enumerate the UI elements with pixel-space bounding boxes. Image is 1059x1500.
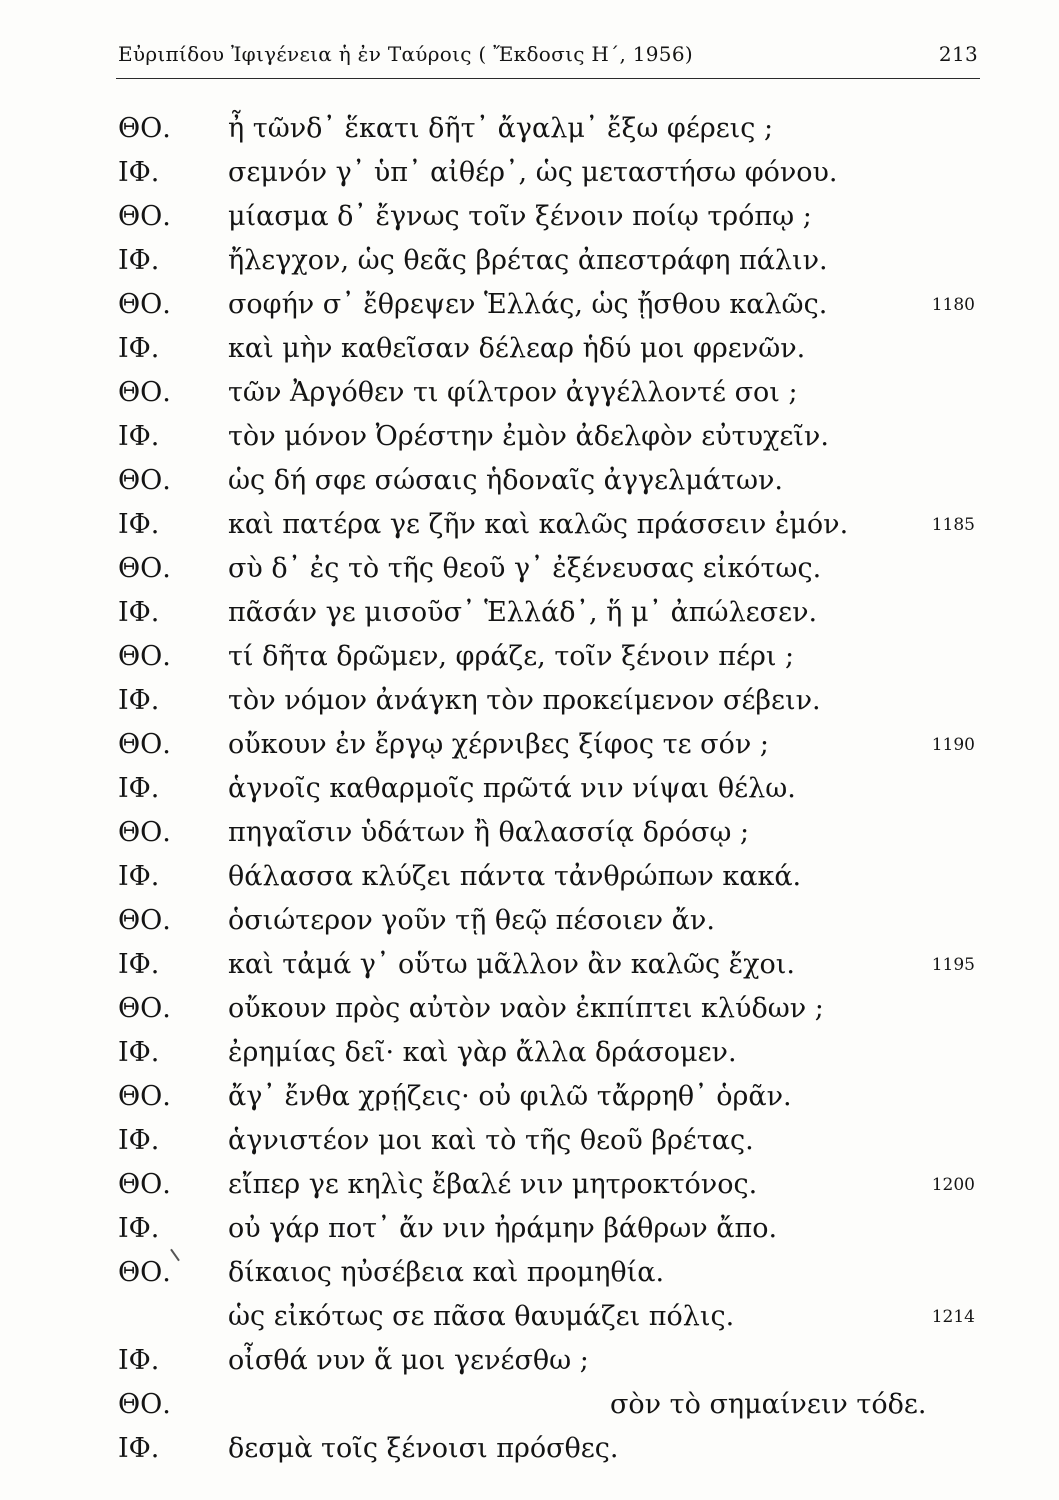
verse-text: ὁσιώτερον γοῦν τῇ θεῷ πέσοιεν ἄν. xyxy=(228,905,715,936)
verse-text: καὶ μὴν καθεῖσαν δέλεαρ ἡδύ μοι φρενῶν. xyxy=(228,333,806,364)
speaker-label: ΙΦ. xyxy=(118,421,160,452)
verse-text: ὡς δή σφε σώσαις ἡδοναῖς ἀγγελμάτων. xyxy=(228,465,784,496)
speaker-label: ΘΟ. xyxy=(118,1389,171,1420)
verse-line xyxy=(0,681,1059,721)
line-number: 1195 xyxy=(931,955,975,975)
header-title: Εὐριπίδου Ἰφιγένεια ἡ ἐν Ταύροις ( Ἔκδοσις Η΄, 1956) xyxy=(118,42,693,66)
speaker-label: ΘΟ. xyxy=(118,729,171,760)
verse-line xyxy=(0,505,1059,545)
verse-line xyxy=(0,1077,1059,1117)
verse-line xyxy=(0,725,1059,765)
verse-line xyxy=(0,1121,1059,1161)
verse-line xyxy=(0,197,1059,237)
verse-line xyxy=(0,637,1059,677)
speaker-label: ΘΟ. xyxy=(118,289,171,320)
verse-line xyxy=(0,1297,1059,1337)
verse-text: τῶν Ἀργόθεν τι φίλτρον ἀγγέλλοντέ σοι ; xyxy=(228,377,798,408)
verse-line xyxy=(0,285,1059,325)
line-number: 1190 xyxy=(931,735,975,755)
verse-line xyxy=(0,1341,1059,1381)
verse-line xyxy=(0,417,1059,457)
verse-text: πᾶσάν γε μισοῦσ᾽ Ἑλλάδ᾽, ἥ μ᾽ ἀπώλεσεν. xyxy=(228,597,818,628)
verse-text: ἐρημίας δεῖ· καὶ γὰρ ἄλλα δράσομεν. xyxy=(228,1037,737,1068)
speaker-label: ΙΦ. xyxy=(118,685,160,716)
verse-text: οὔκουν πρὸς αὐτὸν ναὸν ἐκπίπτει κλύδων ; xyxy=(228,993,824,1024)
speaker-label: ΙΦ. xyxy=(118,773,160,804)
verse-line xyxy=(0,857,1059,897)
speaker-label: ΙΦ. xyxy=(118,1213,160,1244)
speaker-label: ΘΟ. xyxy=(118,1257,171,1288)
verse-text: ἦ τῶνδ᾽ ἕκατι δῆτ᾽ ἄγαλμ᾽ ἔξω φέρεις ; xyxy=(228,113,774,144)
verse-text: ἁγνιστέον μοι καὶ τὸ τῆς θεοῦ βρέτας. xyxy=(228,1125,754,1156)
verse-text: δεσμὰ τοῖς ξένοισι πρόσθες. xyxy=(228,1433,619,1464)
speaker-label: ΘΟ. xyxy=(118,1081,171,1112)
verse-text: οὔκουν ἐν ἔργῳ χέρνιβες ξίφος τε σόν ; xyxy=(228,729,769,760)
verse-line xyxy=(0,593,1059,633)
speaker-label: ΙΦ. xyxy=(118,1345,160,1376)
verse-text: οὐ γάρ ποτ᾽ ἄν νιν ἠράμην βάθρων ἄπο. xyxy=(228,1213,778,1244)
verse-line xyxy=(0,461,1059,501)
speaker-label: ΘΟ. xyxy=(118,377,171,408)
verse-line xyxy=(0,901,1059,941)
verse-line xyxy=(0,241,1059,281)
speaker-label: ΘΟ. xyxy=(118,113,171,144)
verse-text: πηγαῖσιν ὑδάτων ἢ θαλασσίᾳ δρόσῳ ; xyxy=(228,817,750,848)
speaker-label: ΙΦ. xyxy=(118,509,160,540)
speaker-label: ΘΟ. xyxy=(118,201,171,232)
verse-line xyxy=(0,153,1059,193)
verse-text: δίκαιος ηὐσέβεια καὶ προμηθία. xyxy=(228,1257,665,1288)
verse-line xyxy=(0,1385,1059,1425)
line-number: 1180 xyxy=(931,295,975,315)
speaker-label: ΘΟ. xyxy=(118,1169,171,1200)
verse-text: σεμνόν γ᾽ ὑπ᾽ αἰθέρ᾽, ὡς μεταστήσω φόνου. xyxy=(228,157,838,188)
line-number: 1200 xyxy=(931,1175,975,1195)
verse-line xyxy=(0,813,1059,853)
speaker-label: ΘΟ. xyxy=(118,993,171,1024)
speaker-label: ΘΟ. xyxy=(118,641,171,672)
speaker-label: ΙΦ. xyxy=(118,1433,160,1464)
verse-line xyxy=(0,1429,1059,1469)
verse-line xyxy=(0,1253,1059,1293)
page-number: 213 xyxy=(938,42,978,66)
speaker-label: ΙΦ. xyxy=(118,949,160,980)
verse-text: σὸν τὸ σημαίνειν τόδε. xyxy=(610,1389,927,1420)
line-number: 1214 xyxy=(931,1307,975,1327)
verse-line xyxy=(0,945,1059,985)
speaker-label: ΘΟ. xyxy=(118,553,171,584)
verse-text: μίασμα δ᾽ ἔγνως τοῖν ξένοιν ποίῳ τρόπῳ ; xyxy=(228,201,812,232)
speaker-label: ΙΦ. xyxy=(118,861,160,892)
verse-text: ἁγνοῖς καθαρμοῖς πρῶτά νιν νίψαι θέλω. xyxy=(228,773,796,804)
verse-text: τὸν νόμον ἀνάγκη τὸν προκείμενον σέβειν. xyxy=(228,685,821,716)
verse-line xyxy=(0,1209,1059,1249)
verse-line xyxy=(0,1033,1059,1073)
verse-text: ὡς εἰκότως σε πᾶσα θαυμάζει πόλις. xyxy=(228,1301,735,1332)
verse-text: ἄγ᾽ ἔνθα χρῄζεις· οὐ φιλῶ τἄρρηθ᾽ ὁρᾶν. xyxy=(228,1081,792,1112)
verse-line xyxy=(0,769,1059,809)
speaker-label: ΙΦ. xyxy=(118,1125,160,1156)
speaker-label: ΘΟ. xyxy=(118,905,171,936)
speaker-label: ΙΦ. xyxy=(118,597,160,628)
speaker-label: ΙΦ. xyxy=(118,157,160,188)
verse-line xyxy=(0,989,1059,1029)
verse-line xyxy=(0,549,1059,589)
verse-text: καὶ πατέρα γε ζῆν καὶ καλῶς πράσσειν ἐμόν. xyxy=(228,509,849,540)
line-number: 1185 xyxy=(931,515,975,535)
verse-line xyxy=(0,109,1059,149)
verse-text: σὺ δ᾽ ἐς τὸ τῆς θεοῦ γ᾽ ἐξένευσας εἰκότως. xyxy=(228,553,822,584)
verse-text: οἶσθά νυν ἅ μοι γενέσθω ; xyxy=(228,1345,589,1376)
verse-line xyxy=(0,1165,1059,1205)
verse-line xyxy=(0,329,1059,369)
verse-text: τί δῆτα δρῶμεν, φράζε, τοῖν ξένοιν πέρι ; xyxy=(228,641,795,672)
speaker-label: ΙΦ. xyxy=(118,1037,160,1068)
verse-text: θάλασσα κλύζει πάντα τἀνθρώπων κακά. xyxy=(228,861,802,892)
speaker-label: ΙΦ. xyxy=(118,245,160,276)
verse-text: καὶ τἀμά γ᾽ οὕτω μᾶλλον ἂν καλῶς ἔχοι. xyxy=(228,949,795,980)
verse-line xyxy=(0,373,1059,413)
verse-text: τὸν μόνον Ὀρέστην ἐμὸν ἀδελφὸν εὐτυχεῖν. xyxy=(228,421,829,452)
verse-text: εἴπερ γε κηλὶς ἔβαλέ νιν μητροκτόνος. xyxy=(228,1169,758,1200)
speaker-label: ΘΟ. xyxy=(118,465,171,496)
verse-text: ἤλεγχον, ὡς θεᾶς βρέτας ἀπεστράφη πάλιν. xyxy=(228,245,828,276)
speaker-label: ΘΟ. xyxy=(118,817,171,848)
speaker-label: ΙΦ. xyxy=(118,333,160,364)
verse-text: σοφήν σ᾽ ἔθρεψεν Ἑλλάς, ὡς ᾔσθου καλῶς. xyxy=(228,289,828,320)
